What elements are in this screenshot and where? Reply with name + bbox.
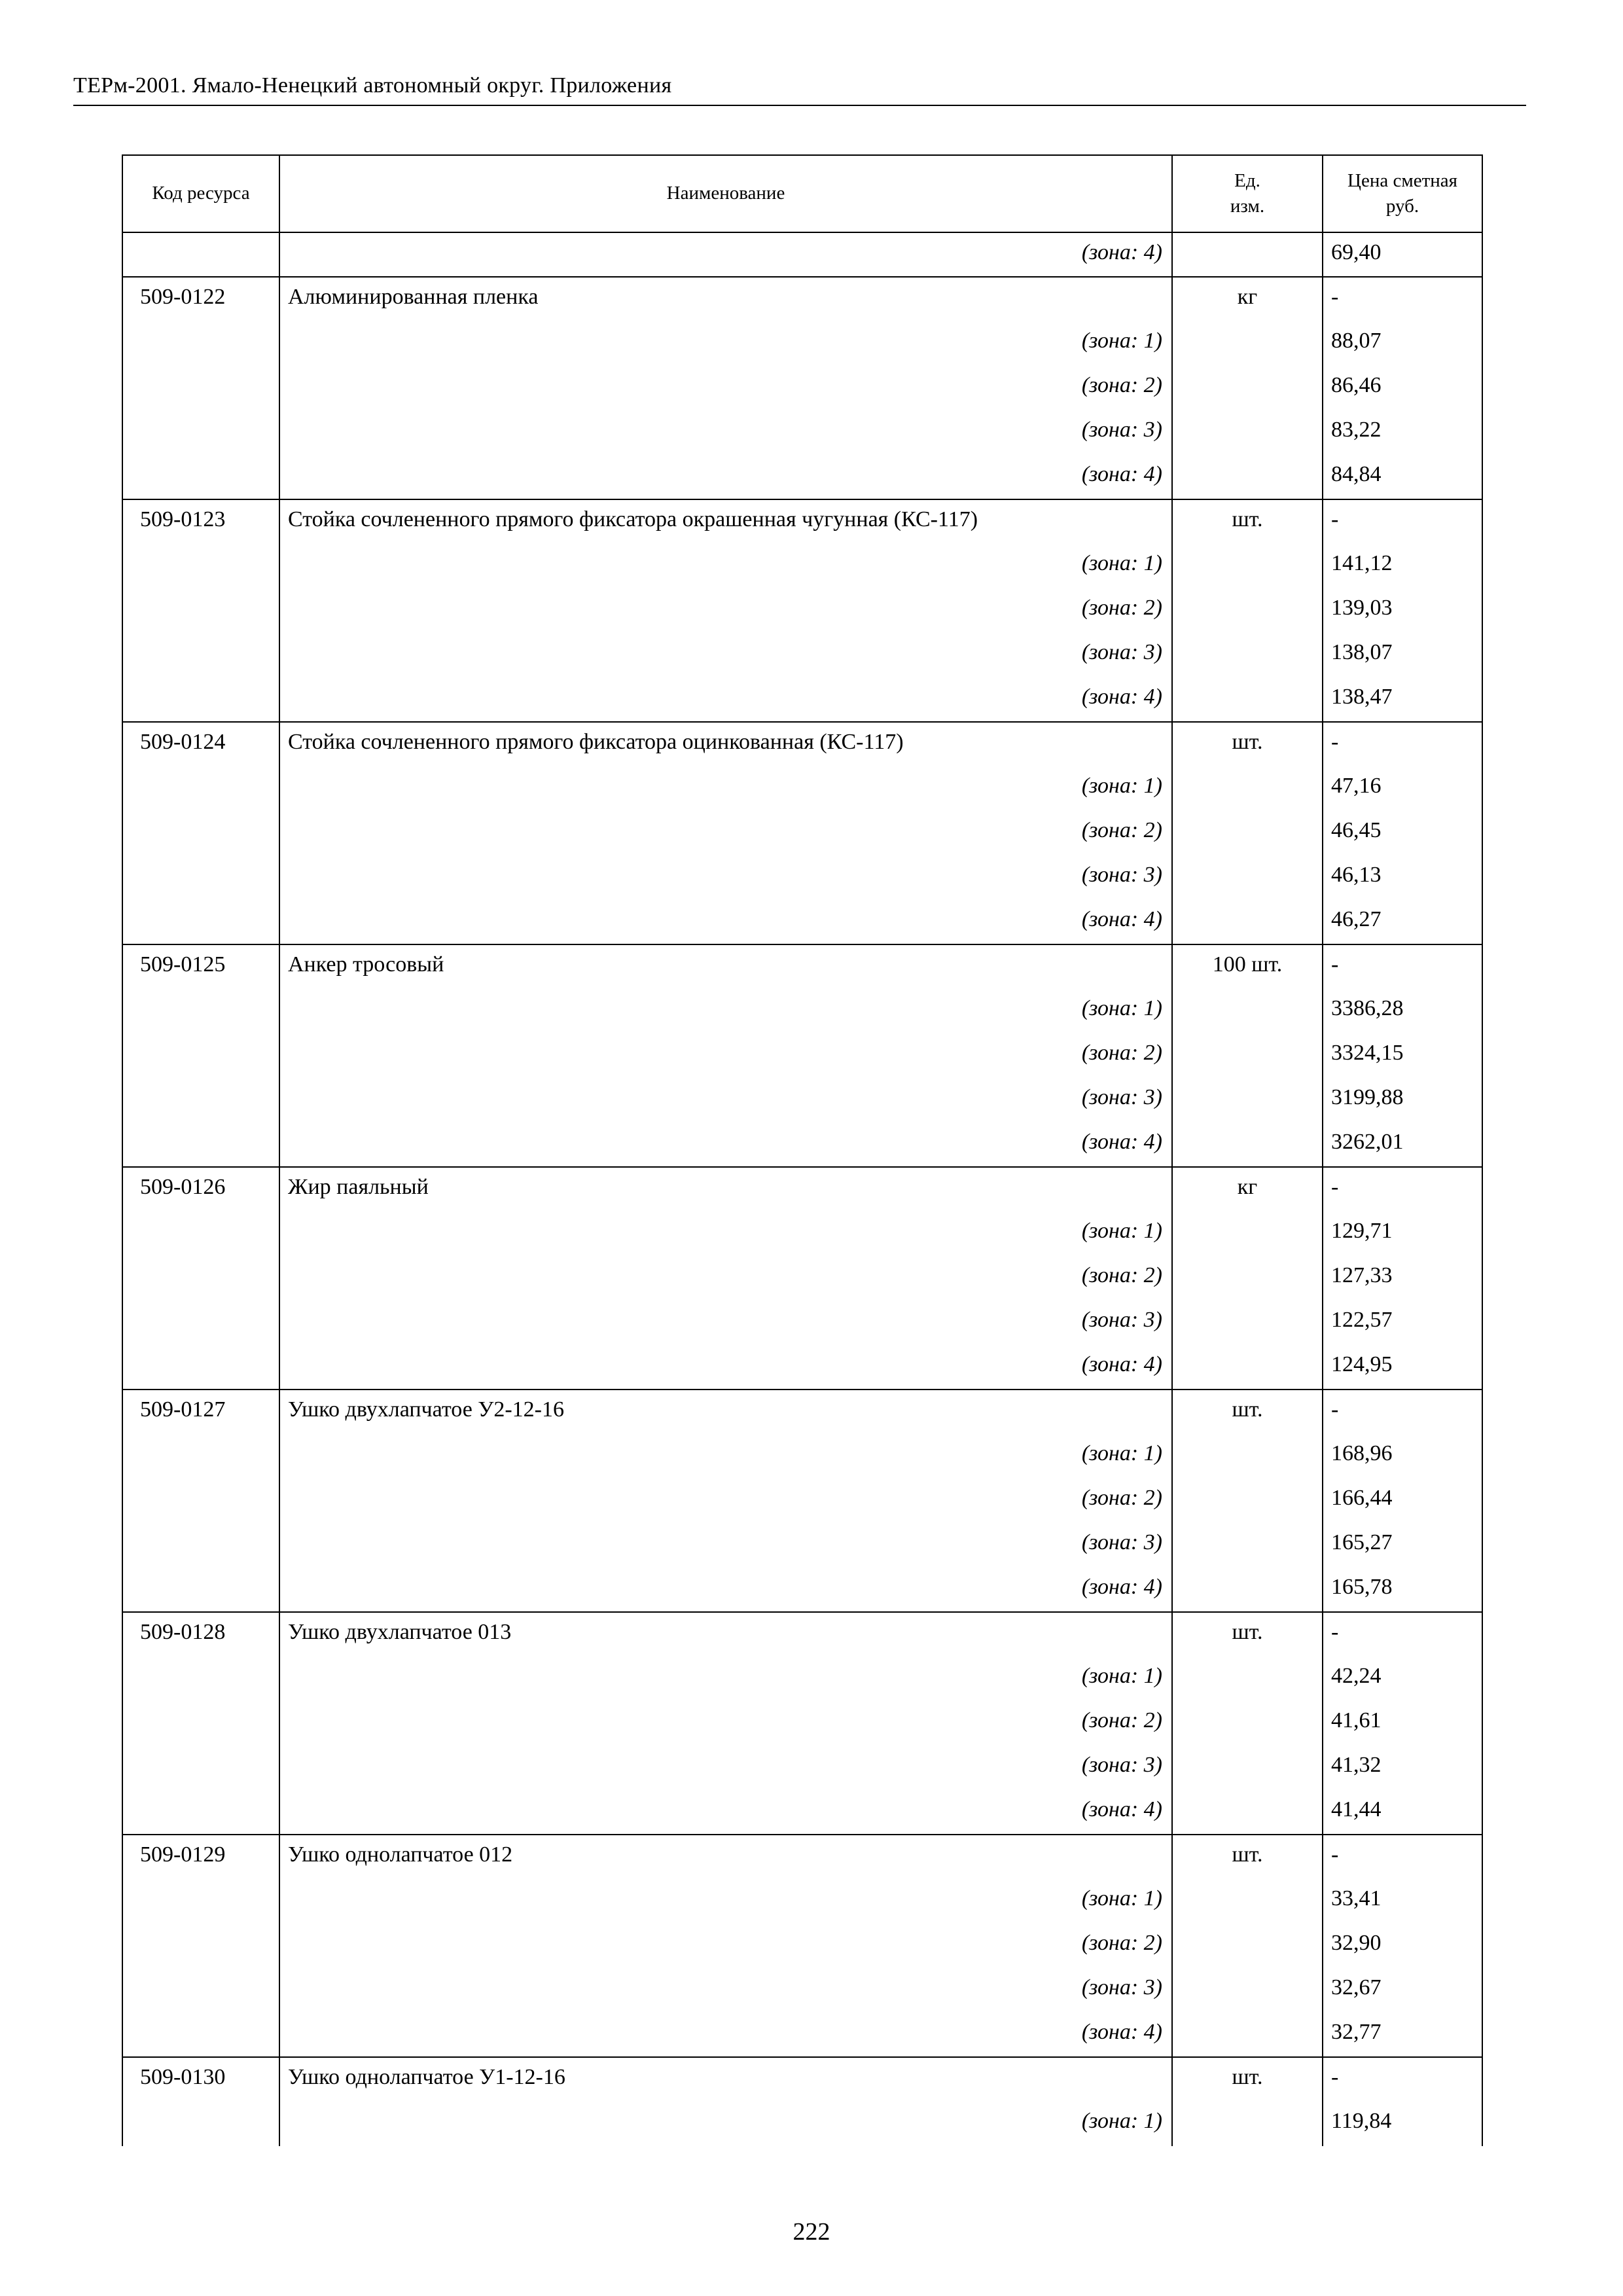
price-cell: 127,33 [1323, 1256, 1482, 1300]
unit-cell: 100 шт. [1172, 944, 1323, 989]
resource-name-cell: Жир паяльный [279, 1167, 1172, 1211]
zone-label-cell: (зона: 1) [279, 766, 1172, 811]
resource-code-cell [122, 1968, 279, 2013]
zone-price-row [122, 1256, 1482, 1300]
unit-cell [1172, 1434, 1323, 1479]
price-cell: 168,96 [1323, 1434, 1482, 1479]
unit-cell: шт. [1172, 499, 1323, 544]
table-body [122, 232, 1482, 2146]
zone-label-cell: (зона: 3) [279, 633, 1172, 677]
price-cell: 32,90 [1323, 1924, 1482, 1968]
zone-label-cell: (зона: 1) [279, 1657, 1172, 1701]
price-cell: 129,71 [1323, 1211, 1482, 1256]
price-cell: 41,44 [1323, 1790, 1482, 1835]
resource-code-cell [122, 1701, 279, 1746]
zone-label-cell: (зона: 2) [279, 1479, 1172, 1523]
unit-cell [1172, 1701, 1323, 1746]
unit-cell [1172, 544, 1323, 588]
price-cell: 138,47 [1323, 677, 1482, 722]
price-cell: 32,67 [1323, 1968, 1482, 2013]
resource-price-table [122, 154, 1483, 2146]
resource-code-cell [122, 1033, 279, 1078]
resource-row [122, 2057, 1482, 2102]
price-cell: 69,40 [1323, 232, 1482, 277]
resource-code-cell [122, 1211, 279, 1256]
zone-label-cell: (зона: 1) [279, 321, 1172, 366]
zone-price-row [122, 811, 1482, 855]
resource-row [122, 944, 1482, 989]
zone-price-row [122, 1078, 1482, 1122]
unit-cell: шт. [1172, 1835, 1323, 1879]
zone-label-cell: (зона: 4) [279, 232, 1172, 277]
zone-price-row [122, 1924, 1482, 1968]
unit-cell [1172, 2102, 1323, 2146]
resource-row [122, 499, 1482, 544]
unit-cell [1172, 366, 1323, 410]
resource-name-cell: Ушко двухлапчатое У2-12-16 [279, 1390, 1172, 1434]
resource-code-cell [122, 1523, 279, 1568]
price-cell: 32,77 [1323, 2013, 1482, 2057]
zone-price-row [122, 989, 1482, 1033]
unit-cell [1172, 1256, 1323, 1300]
column-header-unit-line2: изм. [1230, 196, 1265, 217]
unit-cell: кг [1172, 1167, 1323, 1211]
zone-price-row [122, 1122, 1482, 1167]
column-header-code: Код ресурса [122, 155, 279, 232]
unit-cell [1172, 1078, 1323, 1122]
resource-code-cell [122, 633, 279, 677]
zone-label-cell: (зона: 1) [279, 989, 1172, 1033]
price-cell: 166,44 [1323, 1479, 1482, 1523]
unit-cell [1172, 1345, 1323, 1390]
price-cell: 122,57 [1323, 1300, 1482, 1345]
zone-label-cell: (зона: 3) [279, 855, 1172, 900]
zone-label-cell: (зона: 3) [279, 410, 1172, 455]
zone-label-cell: (зона: 2) [279, 1033, 1172, 1078]
zone-price-row [122, 544, 1482, 588]
resource-code-cell [122, 1122, 279, 1167]
zone-price-row [122, 1568, 1482, 1612]
zone-price-row [122, 1434, 1482, 1479]
resource-row [122, 1835, 1482, 1879]
resource-code-cell [122, 1790, 279, 1835]
price-cell: - [1323, 499, 1482, 544]
price-cell: 124,95 [1323, 1345, 1482, 1390]
column-header-unit [1172, 155, 1323, 232]
price-cell: 3262,01 [1323, 1122, 1482, 1167]
zone-label-cell: (зона: 3) [279, 1523, 1172, 1568]
resource-code-cell [122, 410, 279, 455]
zone-label-cell: (зона: 1) [279, 544, 1172, 588]
zone-label-cell: (зона: 4) [279, 1790, 1172, 1835]
unit-cell [1172, 1657, 1323, 1701]
resource-code-cell [122, 321, 279, 366]
unit-cell [1172, 1879, 1323, 1924]
unit-cell [1172, 989, 1323, 1033]
unit-cell [1172, 321, 1323, 366]
resource-code-cell [122, 1568, 279, 1612]
unit-cell [1172, 1746, 1323, 1790]
price-cell: 83,22 [1323, 410, 1482, 455]
zone-price-row [122, 2013, 1482, 2057]
zone-label-cell: (зона: 4) [279, 677, 1172, 722]
resource-name-cell: Ушко однолапчатое 012 [279, 1835, 1172, 1879]
zone-price-row [122, 1479, 1482, 1523]
resource-code-cell [122, 1924, 279, 1968]
resource-code-cell [122, 677, 279, 722]
price-cell: 3324,15 [1323, 1033, 1482, 1078]
price-cell: 119,84 [1323, 2102, 1482, 2146]
zone-price-row [122, 633, 1482, 677]
price-cell: - [1323, 1835, 1482, 1879]
resource-row [122, 1612, 1482, 1657]
zone-price-row [122, 1033, 1482, 1078]
zone-price-row [122, 1968, 1482, 2013]
zone-price-row [122, 1746, 1482, 1790]
zone-label-cell: (зона: 3) [279, 1078, 1172, 1122]
zone-label-cell: (зона: 3) [279, 1300, 1172, 1345]
resource-code-cell [122, 232, 279, 277]
zone-label-cell: (зона: 4) [279, 455, 1172, 499]
header-rule [73, 105, 1526, 106]
unit-cell: кг [1172, 277, 1323, 321]
unit-cell: шт. [1172, 722, 1323, 766]
price-cell: 165,27 [1323, 1523, 1482, 1568]
column-header-name: Наименование [279, 155, 1172, 232]
resource-code-cell [122, 989, 279, 1033]
resource-code-cell: 509-0126 [122, 1167, 279, 1211]
zone-price-row [122, 321, 1482, 366]
resource-row [122, 1390, 1482, 1434]
resource-name-cell: Ушко однолапчатое У1-12-16 [279, 2057, 1172, 2102]
price-cell: 88,07 [1323, 321, 1482, 366]
zone-price-row [122, 900, 1482, 944]
resource-code-cell [122, 544, 279, 588]
unit-cell [1172, 1924, 1323, 1968]
price-cell: 33,41 [1323, 1879, 1482, 1924]
zone-price-row [122, 2102, 1482, 2146]
unit-cell [1172, 1211, 1323, 1256]
zone-label-cell: (зона: 2) [279, 366, 1172, 410]
zone-label-cell: (зона: 1) [279, 1434, 1172, 1479]
unit-cell: шт. [1172, 1612, 1323, 1657]
price-cell: - [1323, 944, 1482, 989]
resource-code-cell: 509-0127 [122, 1390, 279, 1434]
zone-label-cell: (зона: 2) [279, 1256, 1172, 1300]
unit-cell [1172, 811, 1323, 855]
column-header-price-line2: руб. [1385, 196, 1419, 217]
resource-code-cell: 509-0124 [122, 722, 279, 766]
resource-code-cell [122, 1345, 279, 1390]
zone-price-row [122, 588, 1482, 633]
resource-code-cell [122, 2013, 279, 2057]
zone-price-row [122, 1701, 1482, 1746]
resource-code-cell [122, 455, 279, 499]
zone-price-row [122, 1790, 1482, 1835]
unit-cell: шт. [1172, 1390, 1323, 1434]
unit-cell [1172, 588, 1323, 633]
zone-price-row [122, 366, 1482, 410]
price-cell: 139,03 [1323, 588, 1482, 633]
price-cell: - [1323, 1167, 1482, 1211]
price-cell: 46,13 [1323, 855, 1482, 900]
zone-price-row [122, 766, 1482, 811]
zone-price-row [122, 410, 1482, 455]
zone-label-cell: (зона: 2) [279, 588, 1172, 633]
price-cell: 3199,88 [1323, 1078, 1482, 1122]
price-cell: 165,78 [1323, 1568, 1482, 1612]
zone-label-cell: (зона: 2) [279, 1701, 1172, 1746]
zone-label-cell: (зона: 2) [279, 1924, 1172, 1968]
resource-code-cell [122, 1479, 279, 1523]
unit-cell [1172, 1568, 1323, 1612]
unit-cell [1172, 1968, 1323, 2013]
unit-cell [1172, 1790, 1323, 1835]
zone-label-cell: (зона: 1) [279, 1211, 1172, 1256]
price-cell: 138,07 [1323, 633, 1482, 677]
resource-name-cell: Алюминированная пленка [279, 277, 1172, 321]
zone-label-cell: (зона: 4) [279, 1345, 1172, 1390]
resource-code-cell [122, 900, 279, 944]
price-cell: 46,45 [1323, 811, 1482, 855]
resource-row [122, 1167, 1482, 1211]
resource-code-cell: 509-0123 [122, 499, 279, 544]
resource-row [122, 277, 1482, 321]
resource-name-cell: Ушко двухлапчатое 013 [279, 1612, 1172, 1657]
price-cell: - [1323, 1390, 1482, 1434]
zone-price-row [122, 1523, 1482, 1568]
unit-cell [1172, 633, 1323, 677]
resource-code-cell: 509-0130 [122, 2057, 279, 2102]
zone-price-row [122, 855, 1482, 900]
resource-code-cell [122, 1434, 279, 1479]
resource-code-cell [122, 811, 279, 855]
zone-price-row [122, 455, 1482, 499]
price-cell: 141,12 [1323, 544, 1482, 588]
unit-cell [1172, 1033, 1323, 1078]
resource-code-cell [122, 1879, 279, 1924]
resource-code-cell: 509-0128 [122, 1612, 279, 1657]
zone-label-cell: (зона: 4) [279, 2013, 1172, 2057]
price-cell: 41,32 [1323, 1746, 1482, 1790]
zone-price-row [122, 1211, 1482, 1256]
unit-cell [1172, 766, 1323, 811]
unit-cell [1172, 855, 1323, 900]
resource-code-cell [122, 2102, 279, 2146]
unit-cell [1172, 410, 1323, 455]
zone-label-cell: (зона: 3) [279, 1968, 1172, 2013]
unit-cell [1172, 455, 1323, 499]
zone-label-cell: (зона: 4) [279, 1122, 1172, 1167]
price-cell: - [1323, 722, 1482, 766]
resource-code-cell [122, 588, 279, 633]
table-header [122, 155, 1482, 232]
resource-code-cell [122, 1300, 279, 1345]
zone-label-cell: (зона: 1) [279, 2102, 1172, 2146]
price-cell: 46,27 [1323, 900, 1482, 944]
zone-price-row [122, 677, 1482, 722]
zone-price-row [122, 1657, 1482, 1701]
zone-price-row [122, 1879, 1482, 1924]
unit-cell [1172, 900, 1323, 944]
resource-code-cell [122, 1256, 279, 1300]
resource-code-cell [122, 366, 279, 410]
price-cell: 3386,28 [1323, 989, 1482, 1033]
zone-label-cell: (зона: 3) [279, 1746, 1172, 1790]
zone-price-row [122, 1300, 1482, 1345]
unit-cell [1172, 2013, 1323, 2057]
column-header-unit-line1: Ед. [1234, 170, 1260, 191]
zone-label-cell: (зона: 2) [279, 811, 1172, 855]
price-cell: - [1323, 2057, 1482, 2102]
resource-code-cell: 509-0125 [122, 944, 279, 989]
page-number: 222 [793, 2218, 830, 2246]
unit-cell [1172, 677, 1323, 722]
resource-code-cell [122, 1746, 279, 1790]
resource-code-cell [122, 855, 279, 900]
resource-code-cell [122, 1078, 279, 1122]
unit-cell [1172, 1479, 1323, 1523]
price-cell: 42,24 [1323, 1657, 1482, 1701]
resource-code-cell: 509-0129 [122, 1835, 279, 1879]
column-header-price-line1: Цена сметная [1347, 170, 1457, 191]
unit-cell [1172, 1122, 1323, 1167]
zone-price-row [122, 1345, 1482, 1390]
zone-label-cell: (зона: 4) [279, 1568, 1172, 1612]
unit-cell [1172, 232, 1323, 277]
zone-price-row [122, 232, 1482, 277]
unit-cell [1172, 1523, 1323, 1568]
resource-code-cell [122, 766, 279, 811]
price-cell: 41,61 [1323, 1701, 1482, 1746]
column-header-price [1323, 155, 1482, 232]
resource-name-cell: Стойка сочлененного прямого фиксатора оцинкованная (КС-117) [279, 722, 1172, 766]
resource-name-cell: Анкер тросовый [279, 944, 1172, 989]
resource-code-cell [122, 1657, 279, 1701]
price-cell: 47,16 [1323, 766, 1482, 811]
unit-cell [1172, 1300, 1323, 1345]
price-cell: - [1323, 1612, 1482, 1657]
unit-cell: шт. [1172, 2057, 1323, 2102]
resource-code-cell: 509-0122 [122, 277, 279, 321]
price-cell: 84,84 [1323, 455, 1482, 499]
price-cell: - [1323, 277, 1482, 321]
zone-label-cell: (зона: 1) [279, 1879, 1172, 1924]
resource-name-cell: Стойка сочлененного прямого фиксатора окрашенная чугунная (КС-117) [279, 499, 1172, 544]
resource-row [122, 722, 1482, 766]
running-header: ТЕРм-2001. Ямало-Ненецкий автономный округ. Приложения [73, 73, 672, 98]
zone-label-cell: (зона: 4) [279, 900, 1172, 944]
price-cell: 86,46 [1323, 366, 1482, 410]
